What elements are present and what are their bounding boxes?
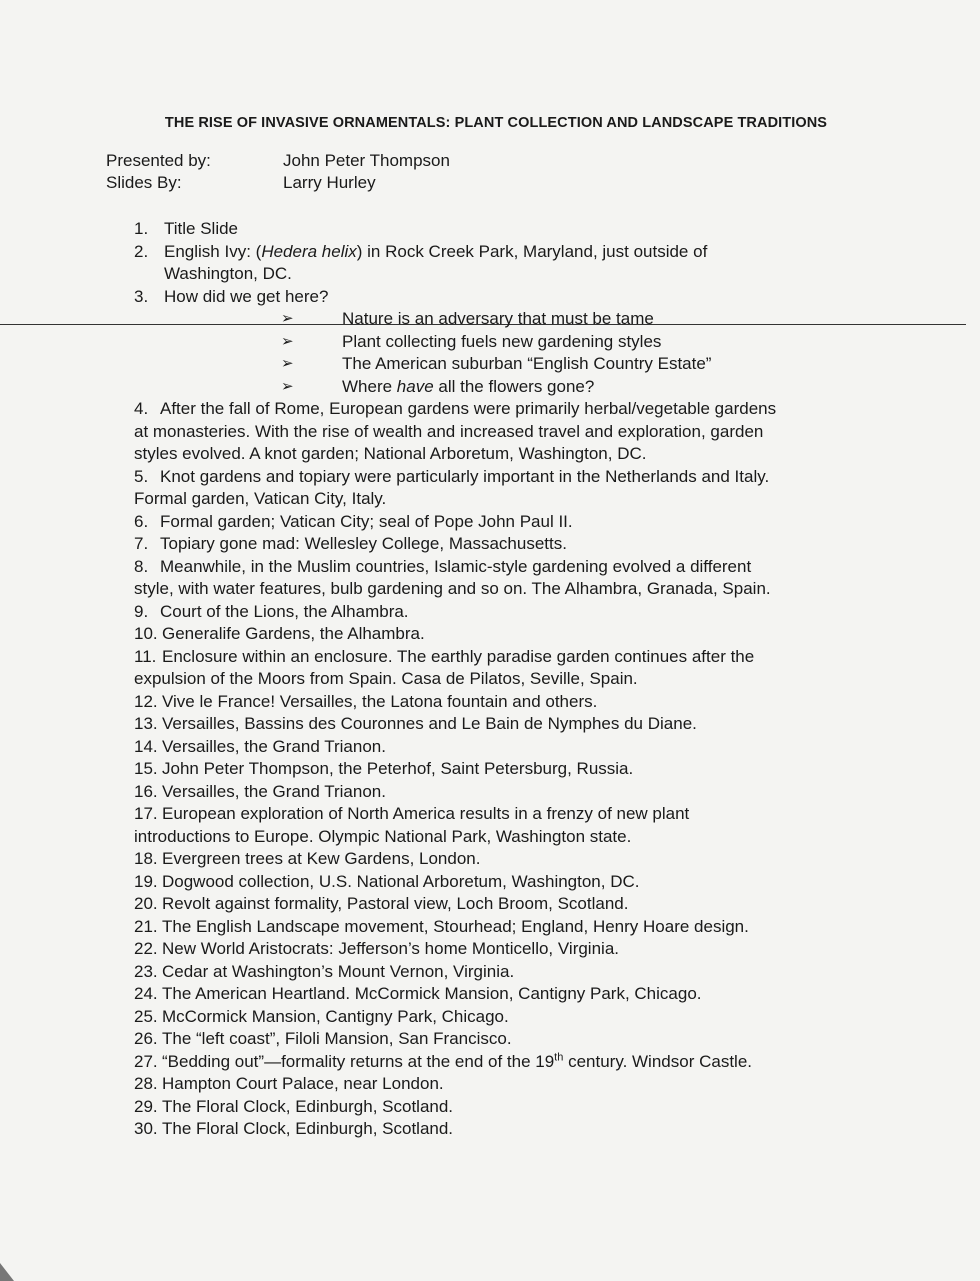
item-number: 2. [134,241,149,261]
list-item: 22. New World Aristocrats: Jefferson’s home Monticello, Virginia. [134,939,619,958]
bullet-text: Nature is an adversary that must be tame [342,309,654,328]
list-item: 7. Topiary gone mad: Wellesley College, Massachusetts. [134,534,567,553]
bullet-item [281,376,879,399]
arrow-bullet-icon: ➢ [281,377,294,395]
arrow-bullet-icon: ➢ [281,355,294,372]
list-item: 21. The English Landscape movement, Stourhead; England, Henry Hoare design. [134,916,749,936]
item-continuation: style, with water features, bulb gardening and so on. The Alhambra, Granada, Spain. [134,579,771,598]
slides-author-name: Larry Hurley [283,173,376,192]
item-text: English Ivy: (Hedera helix) in Rock Creek Park, Maryland, just outside of [164,241,708,261]
list-item: 11. Enclosure within an enclosure. The earthly paradise garden continues after the [134,646,755,666]
list-item: 10. Generalife Gardens, the Alhambra. [134,624,425,643]
list-item: 29. The Floral Clock, Edinburgh, Scotland. [134,1096,454,1116]
list-item: 19. Dogwood collection, U.S. National Arboretum, Washington, DC. [134,871,640,891]
bullet-list [134,308,879,398]
list-item: 26. The “left coast”, Filoli Mansion, San Francisco. [134,1029,512,1048]
slide-list [134,218,879,398]
list-item: 6. Formal garden; Vatican City; seal of Pope John Paul II. [134,511,573,531]
credits-block [106,150,450,194]
arrow-bullet-icon: ➢ [281,332,294,350]
bullet-item [281,308,879,331]
latin-name: Hedera helix [261,241,357,261]
list-item: 25. McCormick Mansion, Cantigny Park, Chicago. [134,1006,509,1026]
list-item: 8. Meanwhile, in the Muslim countries, Islamic-style gardening evolved a different [134,556,752,576]
bullet-text: Plant collecting fuels new gardening styles [342,331,662,351]
list-item: 28. Hampton Court Palace, near London. [134,1074,444,1093]
list-item: 18. Evergreen trees at Kew Gardens, London. [134,849,481,868]
list-item: 17. European exploration of North America results in a frenzy of new plant [134,804,690,823]
list-item [134,218,879,241]
item-continuation: Formal garden, Vatican City, Italy. [134,489,387,508]
list-item [134,286,879,309]
arrow-bullet-icon: ➢ [281,310,294,327]
list-item: 23. Cedar at Washington’s Mount Vernon, Virginia. [134,961,515,981]
list-item: 20. Revolt against formality, Pastoral view, Loch Broom, Scotland. [134,894,629,913]
bullet-text: The American suburban “English Country Estate” [342,354,712,373]
list-item: 15. John Peter Thompson, the Peterhof, Saint Petersburg, Russia. [134,759,634,778]
item-number: 3. [134,286,149,306]
list-item: 9. Court of the Lions, the Alhambra. [134,601,409,621]
presenter-name: John Peter Thompson [283,151,450,170]
list-item: 30. The Floral Clock, Edinburgh, Scotland. [134,1119,454,1138]
item-continuation: expulsion of the Moors from Spain. Casa de Pilatos, Seville, Spain. [134,669,638,688]
list-item: 13. Versailles, Bassins des Couronnes and Le Bain de Nymphes du Diane. [134,714,697,733]
list-item: 24. The American Heartland. McCormick Mansion, Cantigny Park, Chicago. [134,984,702,1003]
numbered-paragraphs [134,398,894,1141]
item-number: 1. [134,219,149,238]
item-continuation: Washington, DC. [164,264,292,283]
bullet-item [281,353,879,376]
list-item: 4. After the fall of Rome, European gardens were primarily herbal/vegetable gardens [134,399,777,418]
item-text: How did we get here? [164,286,329,306]
presented-by-label: Presented by: [106,151,211,170]
item-text: Title Slide [164,219,239,238]
list-item: 12. Vive le France! Versailles, the Latona fountain and others. [134,691,598,711]
item-continuation: styles evolved. A knot garden; National Arboretum, Washington, DC. [134,444,647,463]
presenter-row [106,150,450,172]
list-item: 27. “Bedding out”—formality returns at the end of the 19th century. Windsor Castle. [134,1050,752,1071]
list-item: 16. Versailles, the Grand Trianon. [134,781,386,801]
document-title: THE RISE OF INVASIVE ORNAMENTALS: PLANT COLLECTION AND LANDSCAPE TRADITIONS [164,115,828,131]
list-item [134,241,879,264]
page-corner-fold [0,1263,14,1281]
slides-by-label: Slides By: [106,173,182,192]
slides-row [106,172,450,194]
list-item: 14. Versailles, the Grand Trianon. [134,736,386,756]
item-continuation: introductions to Europe. Olympic National Park, Washington state. [134,826,632,846]
bullet-item [281,331,879,354]
list-item: 5. Knot gardens and topiary were particularly important in the Netherlands and Italy. [134,466,770,486]
item-continuation: at monasteries. With the rise of wealth and increased travel and exploration, garden [134,421,764,441]
bullet-text: Where have all the flowers gone? [342,376,595,396]
